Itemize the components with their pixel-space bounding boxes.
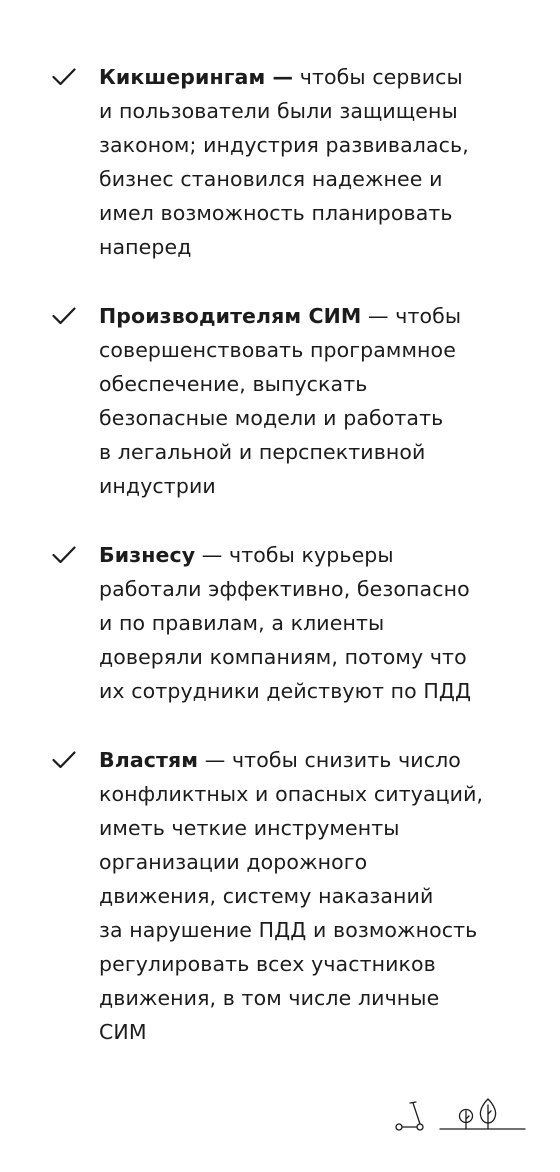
check-icon xyxy=(52,751,76,769)
item-text: за нарушение ПДД и возможность xyxy=(99,918,478,942)
footer-illustration xyxy=(392,1095,526,1135)
item-text: и пользователи были защищены xyxy=(99,99,458,123)
item-text: СИМ xyxy=(99,1020,147,1044)
item-lead: Кикшерингам — xyxy=(99,65,294,89)
item-first-line xyxy=(99,60,512,94)
item-text: чтобы сервисы xyxy=(293,65,463,89)
item-text: — чтобы курьеры xyxy=(195,543,394,567)
check-icon xyxy=(52,546,76,564)
item-text: индустрии xyxy=(99,474,216,498)
tree-icon xyxy=(460,1110,473,1130)
item-text: законом; индустрия развивалась, xyxy=(99,133,469,157)
item-text: в легальной и перспективной xyxy=(99,440,426,464)
item-text: иметь четкие инструменты xyxy=(99,816,400,840)
item-text: — чтобы xyxy=(361,304,462,328)
item-lead: Производителям СИМ xyxy=(99,304,362,328)
item-first-line xyxy=(99,538,512,572)
check-icon xyxy=(52,307,76,325)
item-text: движения, в том числе личные xyxy=(99,986,440,1010)
tree-icon xyxy=(480,1099,495,1129)
item-text: конфликтных и опасных ситуаций, xyxy=(99,782,484,806)
item-text: бизнес становился надежнее и xyxy=(99,167,443,191)
item-text: и по правилам, а клиенты xyxy=(99,611,385,635)
item-text: совершенствовать программное xyxy=(99,338,456,362)
list-item-manufacturers xyxy=(52,299,512,503)
item-text: имел возможность планировать xyxy=(99,201,453,225)
list-item-authorities xyxy=(52,743,512,1049)
check-icon xyxy=(52,68,76,86)
item-first-line xyxy=(99,743,512,777)
item-text: безопасные модели и работать xyxy=(99,406,444,430)
item-lead: Властям xyxy=(99,748,199,772)
item-text: — чтобы снизить число xyxy=(198,748,461,772)
item-text: их сотрудники действуют по ПДД xyxy=(99,679,472,703)
item-text: доверяли компаниям, потому что xyxy=(99,645,467,669)
list-item-business xyxy=(52,538,512,708)
item-text: работали эффективно, безопасно xyxy=(99,577,470,601)
item-first-line xyxy=(99,299,512,333)
scooter-icon xyxy=(396,1102,423,1130)
item-text: движения, систему наказаний xyxy=(99,884,434,908)
item-text: обеспечение, выпускать xyxy=(99,372,368,396)
audience-benefits-list xyxy=(52,60,512,1049)
item-text: наперед xyxy=(99,235,192,259)
item-text: регулировать всех участников xyxy=(99,952,436,976)
list-item-kicksharing xyxy=(52,60,512,264)
item-text: организации дорожного xyxy=(99,850,368,874)
item-lead: Бизнесу xyxy=(99,543,196,567)
